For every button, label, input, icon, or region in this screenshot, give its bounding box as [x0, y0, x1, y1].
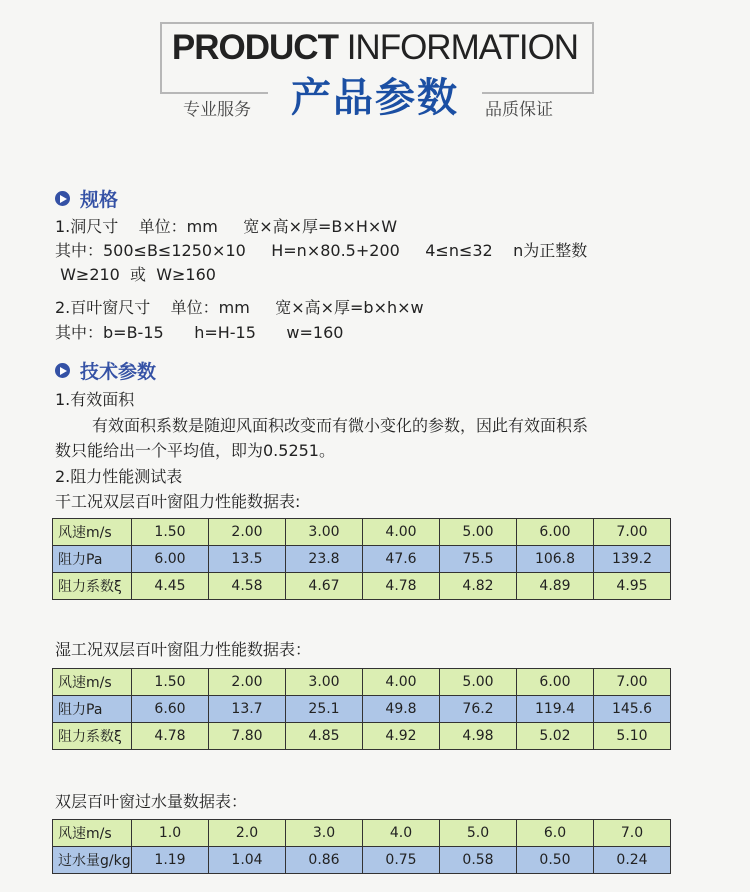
tech-heading-label: 技术参数 [80, 361, 157, 383]
water-table-caption: 双层百叶窗过水量数据表： [55, 792, 248, 811]
table-cell: 4.00 [363, 669, 440, 696]
table-cell: 2.00 [209, 669, 286, 696]
table-cell: 5.00 [440, 519, 517, 546]
tech-item1-text-a: 有效面积系数是随迎风面积改变而有微小变化的参数，因此有效面积系 [92, 416, 589, 435]
table-cell: 1.19 [132, 847, 209, 874]
header-title-en-bold: PRODUCT [171, 28, 338, 67]
table-cell: 7.80 [209, 723, 286, 750]
table-cell: 25.1 [286, 696, 363, 723]
spec-line-1: 1.洞尺寸 单位：mm 宽×高×厚=B×H×W [55, 217, 398, 236]
table-cell: 7.00 [594, 519, 671, 546]
spec-heading [55, 185, 118, 212]
table-cell: 49.8 [363, 696, 440, 723]
table-cell: 7.00 [594, 669, 671, 696]
row-label: 风速m/s [53, 519, 132, 546]
table-cell: 6.00 [517, 669, 594, 696]
table-cell: 4.78 [132, 723, 209, 750]
table-cell: 4.00 [363, 519, 440, 546]
table-cell: 0.75 [363, 847, 440, 874]
header-tag-left: 专业服务 [183, 100, 251, 120]
table-cell: 0.24 [594, 847, 671, 874]
row-label: 过水量g/kg [53, 847, 132, 874]
table-cell: 2.00 [209, 519, 286, 546]
header-title-cn: 产品参数 [291, 75, 459, 121]
row-label: 阻力系数ξ [53, 723, 132, 750]
table-cell: 3.00 [286, 669, 363, 696]
table-cell: 1.50 [132, 519, 209, 546]
play-circle-icon [55, 191, 70, 206]
table-row [53, 573, 671, 600]
table-cell: 4.82 [440, 573, 517, 600]
table-cell: 4.58 [209, 573, 286, 600]
table-cell: 0.58 [440, 847, 517, 874]
tech-heading [55, 357, 156, 384]
table-cell: 2.0 [209, 820, 286, 847]
table-cell: 1.50 [132, 669, 209, 696]
wet-table-caption: 湿工况双层百叶窗阻力性能数据表： [55, 640, 312, 659]
header-tag-right: 品质保证 [485, 100, 553, 120]
tech-item1-title: 1.有效面积 [55, 390, 135, 409]
table-cell: 119.4 [517, 696, 594, 723]
table-cell: 4.45 [132, 573, 209, 600]
spec-line-2: 其中：500≤B≤1250×10 H=n×80.5+200 4≤n≤32 n为正整数 [55, 241, 588, 260]
tech-item2-title: 2.阻力性能测试表 [55, 467, 183, 486]
table-cell: 23.8 [286, 546, 363, 573]
table-cell: 6.00 [132, 546, 209, 573]
table-cell: 4.92 [363, 723, 440, 750]
table-cell: 145.6 [594, 696, 671, 723]
table-cell: 106.8 [517, 546, 594, 573]
table-cell: 47.6 [363, 546, 440, 573]
row-label: 阻力Pa [53, 546, 132, 573]
table-row [53, 820, 671, 847]
wet-resistance-table [52, 668, 671, 750]
water-carryover-table [52, 819, 671, 874]
table-row [53, 723, 671, 750]
table-row [53, 546, 671, 573]
table-row [53, 696, 671, 723]
table-cell: 5.00 [440, 669, 517, 696]
table-cell: 0.50 [517, 847, 594, 874]
table-cell: 4.67 [286, 573, 363, 600]
table-cell: 5.02 [517, 723, 594, 750]
table-cell: 139.2 [594, 546, 671, 573]
table-cell: 76.2 [440, 696, 517, 723]
table-cell: 6.60 [132, 696, 209, 723]
table-cell: 4.98 [440, 723, 517, 750]
table-cell: 4.95 [594, 573, 671, 600]
header-title-en [162, 28, 588, 68]
row-label: 风速m/s [53, 669, 132, 696]
table-cell: 4.78 [363, 573, 440, 600]
row-label: 阻力系数ξ [53, 573, 132, 600]
table-row [53, 847, 671, 874]
spec-heading-label: 规格 [80, 189, 119, 211]
header-title-en-light: INFORMATION [337, 28, 579, 67]
table-cell: 7.0 [594, 820, 671, 847]
tech-item1-text-b: 数只能给出一个平均值，即为0.5251。 [55, 441, 335, 460]
table-cell: 4.85 [286, 723, 363, 750]
spec-line-5: 其中：b=B-15 h=H-15 w=160 [55, 323, 344, 342]
table-cell: 3.00 [286, 519, 363, 546]
dry-resistance-table [52, 518, 671, 600]
table-row [53, 519, 671, 546]
table-cell: 13.5 [209, 546, 286, 573]
spec-line-4: 2.百叶窗尺寸 单位：mm 宽×高×厚=b×h×w [55, 298, 424, 317]
play-circle-icon [55, 363, 70, 378]
table-cell: 1.04 [209, 847, 286, 874]
table-cell: 1.0 [132, 820, 209, 847]
header-divider-left [160, 92, 268, 94]
row-label: 风速m/s [53, 820, 132, 847]
dry-table-caption: 干工况双层百叶窗阻力性能数据表: [55, 492, 301, 511]
header-divider-right [482, 92, 592, 94]
table-row [53, 669, 671, 696]
table-cell: 5.10 [594, 723, 671, 750]
table-cell: 0.86 [286, 847, 363, 874]
table-cell: 13.7 [209, 696, 286, 723]
table-cell: 6.0 [517, 820, 594, 847]
table-cell: 3.0 [286, 820, 363, 847]
spec-line-3: W≥210 或 W≥160 [55, 265, 216, 284]
table-cell: 4.0 [363, 820, 440, 847]
row-label: 阻力Pa [53, 696, 132, 723]
table-cell: 6.00 [517, 519, 594, 546]
table-cell: 4.89 [517, 573, 594, 600]
table-cell: 75.5 [440, 546, 517, 573]
table-cell: 5.0 [440, 820, 517, 847]
